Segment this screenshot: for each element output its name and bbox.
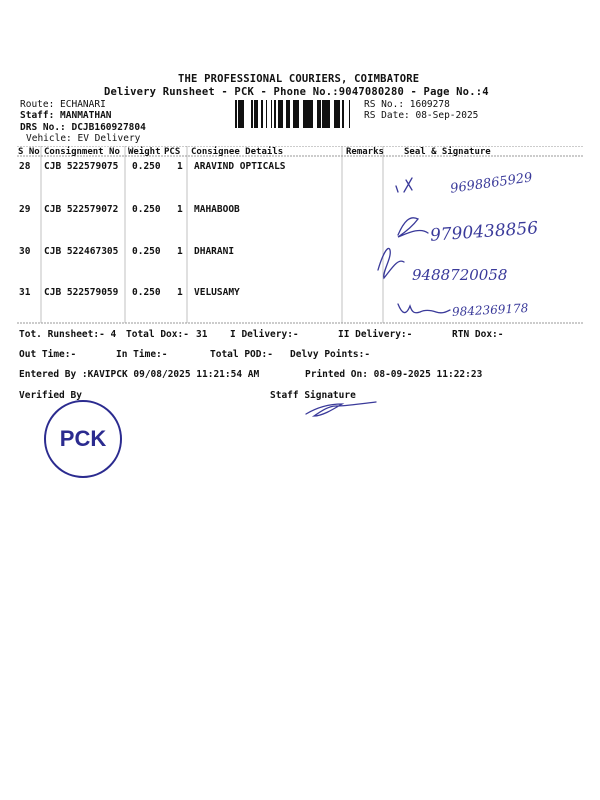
row-weight: 0.250	[132, 287, 161, 298]
row-signature: 9790438856	[429, 218, 539, 246]
header-signature: Seal & Signature	[404, 147, 491, 157]
total-dox-value: 31	[196, 329, 208, 340]
row-consignee: MAHABOOB	[194, 204, 240, 215]
rs-no-label: RS No.: 1609278	[364, 99, 450, 110]
row-pcs: 1	[177, 161, 183, 172]
printed-on: Printed On: 08-09-2025 11:22:23	[305, 369, 483, 380]
company-title: THE PROFESSIONAL COURIERS, COIMBATORE	[178, 73, 420, 85]
row-weight: 0.250	[132, 161, 161, 172]
rs-date-label: RS Date: 08-Sep-2025	[364, 110, 479, 121]
ii-delivery-label: II Delivery:-	[338, 329, 413, 340]
header-sno: S No	[18, 147, 40, 157]
row-signature: 9698865929	[449, 170, 534, 197]
row-signature: 9842369178	[451, 301, 529, 319]
i-delivery-label: I Delivery:-	[230, 329, 299, 340]
in-time-label: In Time:-	[116, 349, 168, 360]
header-consignment: Consignment No	[44, 147, 120, 157]
rtn-dox-label: RTN Dox:-	[452, 329, 504, 340]
row-weight: 0.250	[132, 246, 161, 257]
staff-signature-label: Staff Signature	[270, 390, 356, 401]
entered-by: Entered By :KAVIPCK 09/08/2025 11:21:54 AM	[19, 369, 260, 380]
row-sno: 30	[19, 246, 31, 257]
row-pcs: 1	[177, 287, 183, 298]
row-consignment: CJB 522579059	[44, 287, 119, 298]
row-weight: 0.250	[132, 204, 161, 215]
stamp-text: PCK	[59, 426, 107, 451]
verified-by-label: Verified By	[19, 390, 82, 401]
pck-stamp	[44, 400, 122, 478]
row-consignment: CJB 522579075	[44, 161, 119, 172]
row-pcs: 1	[177, 246, 183, 257]
header-consignee: Consignee Details	[191, 147, 284, 157]
row-sno: 31	[19, 287, 31, 298]
row-consignment: CJB 522467305	[44, 246, 119, 257]
total-pod-label: Total POD:-	[210, 349, 273, 360]
vehicle-label: Vehicle: EV Delivery	[26, 133, 141, 144]
header-remarks: Remarks	[346, 147, 384, 157]
delvy-points-label: Delvy Points:-	[290, 349, 371, 360]
total-dox-label: Total Dox:-	[126, 329, 189, 340]
row-consignment: CJB 522579072	[44, 204, 119, 215]
row-consignee: DHARANI	[194, 246, 235, 257]
row-sno: 28	[19, 161, 31, 172]
runsheet-subtitle: Delivery Runsheet - PCK - Phone No.:9047080280 - Page No.:4	[104, 86, 489, 98]
row-consignee: VELUSAMY	[194, 287, 240, 298]
row-signature: 9488720058	[412, 266, 508, 284]
route-label: Route: ECHANARI	[20, 99, 106, 110]
tot-runsheet: Tot. Runsheet:- 4	[19, 329, 117, 340]
row-pcs: 1	[177, 204, 183, 215]
drs-no-label: DRS No.: DCJB160927804	[20, 122, 146, 133]
row-consignee: ARAVIND OPTICALS	[194, 161, 286, 172]
header-pcs: PCS	[164, 147, 181, 157]
row-sno: 29	[19, 204, 31, 215]
staff-label: Staff: MANMATHAN	[20, 110, 112, 121]
header-weight: Weight	[128, 147, 161, 157]
out-time-label: Out Time:-	[19, 349, 77, 360]
